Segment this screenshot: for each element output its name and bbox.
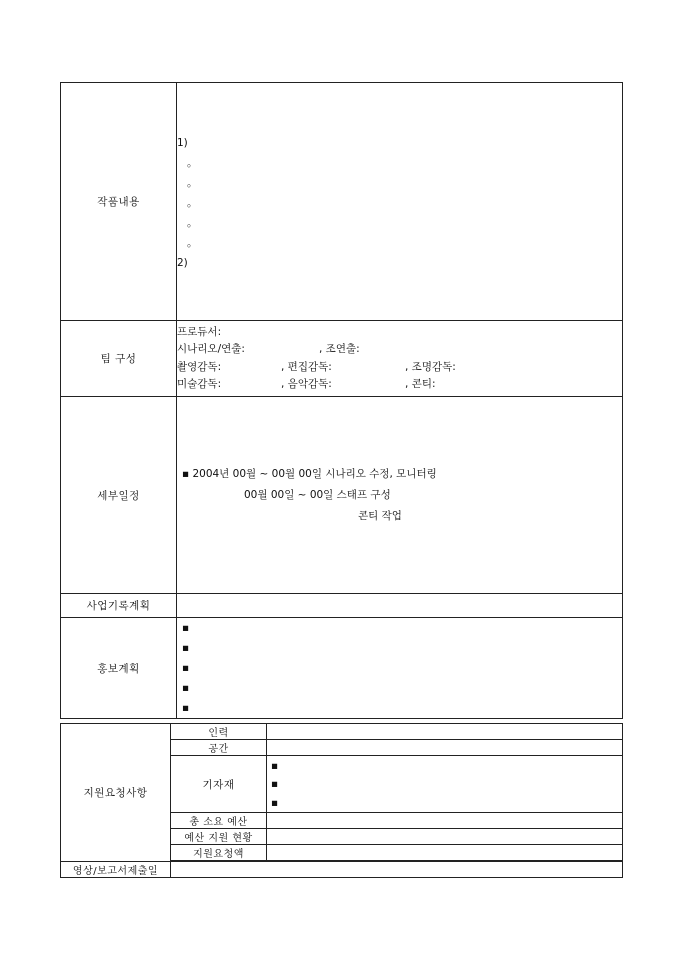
promo-bullet: ▪ (182, 642, 190, 654)
promotion-plan-label: 홍보계획 (61, 618, 177, 719)
manpower-cell[interactable] (267, 724, 623, 740)
manpower-label: 인력 (171, 724, 267, 740)
record-plan-cell[interactable] (177, 594, 623, 618)
work-sub-item: 。 (187, 156, 198, 169)
lighting-director-label: , 조명감독: (405, 360, 456, 373)
budget-status-cell[interactable] (267, 829, 623, 845)
promo-bullet: ▪ (182, 702, 190, 714)
equipment-cell[interactable] (267, 756, 623, 813)
report-date-label: 영상/보고서제출일 (61, 862, 171, 878)
support-request-label: 지원요청사항 (61, 724, 171, 862)
scenario-label: 시나리오/연출: (177, 343, 245, 355)
project-plan-table (60, 82, 623, 719)
promotion-plan-cell[interactable] (177, 618, 623, 719)
work-sub-item: 。 (187, 176, 198, 189)
equipment-bullet: ▪ (271, 759, 279, 772)
schedule-line-2: 00월 00일 ~ 00일 스태프 구성 (244, 488, 391, 501)
team-line-3 (177, 359, 622, 377)
equipment-bullet: ▪ (271, 796, 279, 809)
schedule-line-1: ▪ 2004년 00월 ~ 00월 00일 시나리오 수정, 모니터링 (182, 467, 437, 480)
art-director-label: 미술감독: (177, 378, 222, 390)
equipment-label: 기자재 (171, 756, 267, 813)
record-plan-label: 사업기록계획 (61, 594, 177, 618)
space-label: 공간 (171, 740, 267, 756)
equipment-bullet: ▪ (271, 777, 279, 790)
report-date-cell[interactable] (171, 862, 623, 878)
promo-bullet: ▪ (182, 622, 190, 634)
work-item-1: 1) (177, 136, 188, 149)
work-sub-item: 。 (187, 216, 198, 229)
promo-bullet: ▪ (182, 682, 190, 694)
schedule-line-3: 콘티 작업 (358, 509, 402, 522)
support-request-table (60, 723, 623, 878)
team-line-2 (177, 341, 622, 359)
team-cell[interactable] (177, 321, 623, 397)
work-item-2: 2) (177, 256, 188, 269)
team-label: 팀 구성 (61, 321, 177, 397)
request-amount-label: 지원요청액 (171, 845, 267, 861)
schedule-cell[interactable] (177, 397, 623, 594)
assistant-director-label: , 조연출: (319, 343, 360, 355)
space-cell[interactable] (267, 740, 623, 756)
conti-label: , 콘티: (405, 378, 436, 390)
schedule-label: 세부일정 (61, 397, 177, 594)
promo-bullet: ▪ (182, 662, 190, 674)
team-line-4 (177, 376, 622, 394)
work-sub-item: 。 (187, 236, 198, 249)
work-content-label: 작품내용 (61, 83, 177, 321)
producer-label: 프로듀서: (177, 325, 222, 338)
music-director-label: , 음악감독: (281, 378, 332, 390)
total-budget-label: 총 소요 예산 (171, 813, 267, 829)
budget-status-label: 예산 지원 현황 (171, 829, 267, 845)
team-line-1 (177, 324, 622, 342)
editing-director-label: , 편집감독: (281, 360, 332, 373)
camera-director-label: 촬영감독: (177, 360, 222, 373)
work-sub-item: 。 (187, 196, 198, 209)
work-content-cell[interactable] (177, 83, 623, 321)
request-amount-cell[interactable] (267, 845, 623, 861)
total-budget-cell[interactable] (267, 813, 623, 829)
